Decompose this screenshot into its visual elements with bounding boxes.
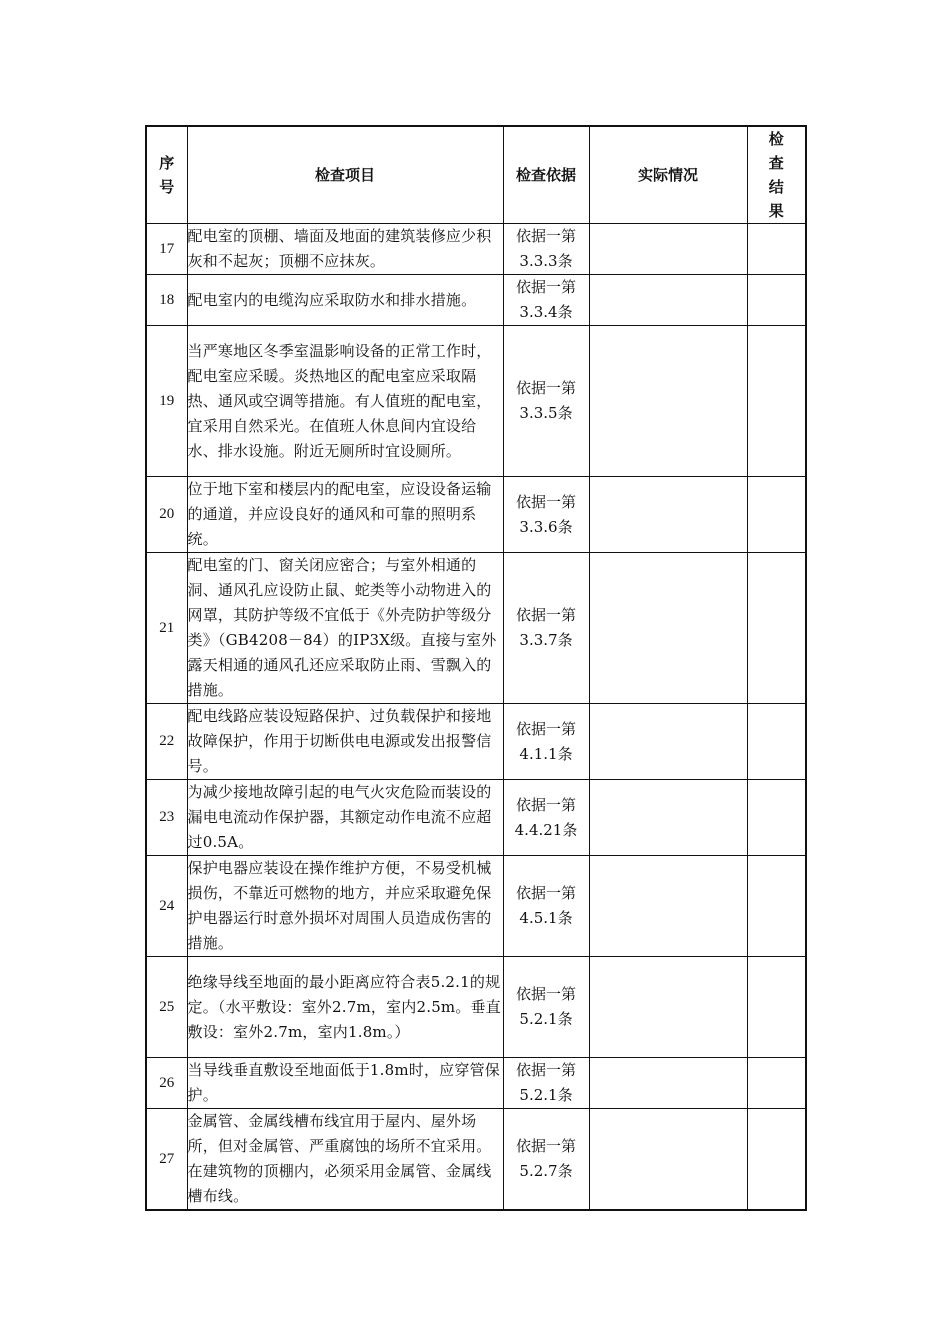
check-basis: 依据一第3.3.5条	[503, 326, 589, 477]
table-row	[146, 856, 806, 957]
table-row	[146, 553, 806, 704]
table-row	[146, 326, 806, 477]
header-result: 检查结果	[747, 126, 806, 224]
table-row	[146, 957, 806, 1058]
inspection-sheet	[145, 125, 805, 1211]
inspection-table	[145, 125, 807, 1211]
check-item: 绝缘导线至地面的最小距离应符合表5.2.1的规定。（水平敷设：室外2.7m，室内2.5m。垂直敷设：室外2.7m，室内1.8m。）	[187, 957, 503, 1058]
row-number: 19	[146, 326, 187, 477]
check-result	[747, 704, 806, 780]
table-row	[146, 780, 806, 856]
actual-situation	[589, 275, 747, 326]
check-item: 配电线路应装设短路保护、过负载保护和接地故障保护，作用于切断供电电源或发出报警信号。	[187, 704, 503, 780]
table-row	[146, 704, 806, 780]
check-result	[747, 326, 806, 477]
check-basis: 依据一第3.3.4条	[503, 275, 589, 326]
check-basis: 依据一第3.3.6条	[503, 477, 589, 553]
actual-situation	[589, 780, 747, 856]
table-row	[146, 224, 806, 275]
check-result	[747, 224, 806, 275]
row-number: 17	[146, 224, 187, 275]
row-number: 18	[146, 275, 187, 326]
header-actual: 实际情况	[589, 126, 747, 224]
check-item: 当导线垂直敷设至地面低于1.8m时，应穿管保护。	[187, 1058, 503, 1109]
header-no: 序号	[146, 126, 187, 224]
check-result	[747, 780, 806, 856]
table-row	[146, 1058, 806, 1109]
check-result	[747, 553, 806, 704]
check-item: 当严寒地区冬季室温影响设备的正常工作时，配电室应采暖。炎热地区的配电室应采取隔热、通风或空调等措施。有人值班的配电室，宜采用自然采光。在值班人休息间内宜设给水、排水设施。附近无厕所时宜设厕所。	[187, 326, 503, 477]
actual-situation	[589, 1058, 747, 1109]
row-number: 21	[146, 553, 187, 704]
check-result	[747, 957, 806, 1058]
check-item: 配电室内的电缆沟应采取防水和排水措施。	[187, 275, 503, 326]
actual-situation	[589, 856, 747, 957]
check-result	[747, 477, 806, 553]
check-result	[747, 1058, 806, 1109]
header-item: 检查项目	[187, 126, 503, 224]
check-result	[747, 275, 806, 326]
check-item: 为减少接地故障引起的电气火灾危险而装设的漏电电流动作保护器，其额定动作电流不应超过0.5A。	[187, 780, 503, 856]
check-basis: 依据一第4.4.21条	[503, 780, 589, 856]
actual-situation	[589, 957, 747, 1058]
actual-situation	[589, 1109, 747, 1211]
row-number: 20	[146, 477, 187, 553]
table-row	[146, 275, 806, 326]
check-result	[747, 1109, 806, 1211]
actual-situation	[589, 477, 747, 553]
row-number: 22	[146, 704, 187, 780]
actual-situation	[589, 704, 747, 780]
table-row	[146, 477, 806, 553]
check-basis: 依据一第5.2.1条	[503, 1058, 589, 1109]
header-basis: 检查依据	[503, 126, 589, 224]
check-basis: 依据一第3.3.7条	[503, 553, 589, 704]
check-basis: 依据一第3.3.3条	[503, 224, 589, 275]
check-item: 保护电器应装设在操作维护方便，不易受机械损伤，不靠近可燃物的地方，并应采取避免保护电器运行时意外损坏对周围人员造成伤害的措施。	[187, 856, 503, 957]
row-number: 26	[146, 1058, 187, 1109]
check-basis: 依据一第4.1.1条	[503, 704, 589, 780]
check-basis: 依据一第5.2.7条	[503, 1109, 589, 1211]
check-item: 配电室的门、窗关闭应密合；与室外相通的洞、通风孔应设防止鼠、蛇类等小动物进入的网罩，其防护等级不宜低于《外壳防护等级分类》（GB4208－84）的IP3X级。直接与室外露天相通的通风孔还应采取防止雨、雪飘入的措施。	[187, 553, 503, 704]
row-number: 24	[146, 856, 187, 957]
actual-situation	[589, 326, 747, 477]
check-basis: 依据一第4.5.1条	[503, 856, 589, 957]
header-row	[146, 126, 806, 224]
actual-situation	[589, 224, 747, 275]
row-number: 25	[146, 957, 187, 1058]
table-row	[146, 1109, 806, 1211]
check-item: 配电室的顶棚、墙面及地面的建筑装修应少积灰和不起灰；顶棚不应抹灰。	[187, 224, 503, 275]
check-item: 金属管、金属线槽布线宜用于屋内、屋外场所，但对金属管、严重腐蚀的场所不宜采用。在建筑物的顶棚内，必须采用金属管、金属线槽布线。	[187, 1109, 503, 1211]
check-basis: 依据一第5.2.1条	[503, 957, 589, 1058]
actual-situation	[589, 553, 747, 704]
table-body	[146, 224, 806, 1211]
row-number: 23	[146, 780, 187, 856]
check-item: 位于地下室和楼层内的配电室，应设设备运输的通道，并应设良好的通风和可靠的照明系统。	[187, 477, 503, 553]
row-number: 27	[146, 1109, 187, 1211]
check-result	[747, 856, 806, 957]
